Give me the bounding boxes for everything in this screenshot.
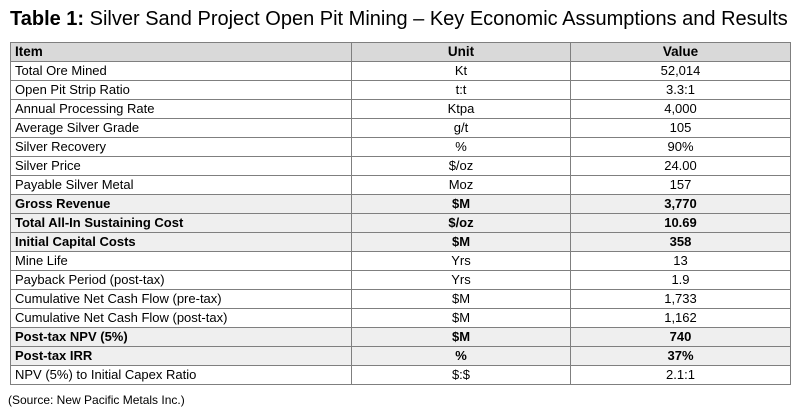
table-row (11, 347, 791, 366)
table-row (11, 195, 791, 214)
table-row (11, 100, 791, 119)
cell-unit: Yrs (352, 271, 571, 290)
table-row (11, 81, 791, 100)
cell-item: Total All-In Sustaining Cost (11, 214, 352, 233)
table-row (11, 252, 791, 271)
cell-unit: g/t (352, 119, 571, 138)
economics-table (10, 42, 791, 385)
cell-unit: Yrs (352, 252, 571, 271)
table-caption: Silver Sand Project Open Pit Mining – Key Economic Assumptions and Results (84, 8, 788, 30)
cell-item: Annual Processing Rate (11, 100, 352, 119)
cell-item: Gross Revenue (11, 195, 352, 214)
cell-unit: % (352, 347, 571, 366)
cell-value: 358 (571, 233, 791, 252)
cell-unit: Kt (352, 62, 571, 81)
cell-item: Initial Capital Costs (11, 233, 352, 252)
cell-item: Post-tax IRR (11, 347, 352, 366)
table-row (11, 62, 791, 81)
cell-unit: $M (352, 309, 571, 328)
cell-value: 157 (571, 176, 791, 195)
cell-unit: Moz (352, 176, 571, 195)
cell-item: Cumulative Net Cash Flow (pre-tax) (11, 290, 352, 309)
table-row (11, 138, 791, 157)
cell-item: NPV (5%) to Initial Capex Ratio (11, 366, 352, 385)
cell-value: 2.1:1 (571, 366, 791, 385)
cell-item: Cumulative Net Cash Flow (post-tax) (11, 309, 352, 328)
table-row (11, 119, 791, 138)
table-row (11, 309, 791, 328)
cell-item: Total Ore Mined (11, 62, 352, 81)
cell-unit: $M (352, 328, 571, 347)
table-row (11, 233, 791, 252)
cell-value: 4,000 (571, 100, 791, 119)
cell-unit: $/oz (352, 157, 571, 176)
cell-value: 13 (571, 252, 791, 271)
table-row (11, 328, 791, 347)
table-row (11, 290, 791, 309)
cell-unit: $M (352, 290, 571, 309)
header-unit: Unit (352, 43, 571, 62)
header-value: Value (571, 43, 791, 62)
table-number: Table 1: (10, 8, 85, 30)
cell-value: 105 (571, 119, 791, 138)
cell-unit: $M (352, 233, 571, 252)
cell-value: 1,733 (571, 290, 791, 309)
cell-item: Silver Recovery (11, 138, 352, 157)
cell-unit: t:t (352, 81, 571, 100)
cell-item: Silver Price (11, 157, 352, 176)
cell-unit: $:$ (352, 366, 571, 385)
cell-value: 1.9 (571, 271, 791, 290)
cell-value: 740 (571, 328, 791, 347)
cell-value: 3.3:1 (571, 81, 791, 100)
cell-value: 52,014 (571, 62, 791, 81)
cell-value: 90% (571, 138, 791, 157)
cell-item: Mine Life (11, 252, 352, 271)
header-item: Item (11, 43, 352, 62)
cell-value: 24.00 (571, 157, 791, 176)
cell-unit: $/oz (352, 214, 571, 233)
cell-value: 10.69 (571, 214, 791, 233)
cell-unit: Ktpa (352, 100, 571, 119)
header-row (11, 43, 791, 62)
table-title (10, 8, 788, 31)
cell-value: 3,770 (571, 195, 791, 214)
cell-item: Payback Period (post-tax) (11, 271, 352, 290)
cell-unit: % (352, 138, 571, 157)
table-row (11, 176, 791, 195)
cell-unit: $M (352, 195, 571, 214)
table-row (11, 366, 791, 385)
table-body (11, 62, 791, 385)
cell-value: 1,162 (571, 309, 791, 328)
table-row (11, 214, 791, 233)
source-note: (Source: New Pacific Metals Inc.) (8, 393, 185, 407)
table-row (11, 157, 791, 176)
cell-item: Open Pit Strip Ratio (11, 81, 352, 100)
cell-value: 37% (571, 347, 791, 366)
cell-item: Post-tax NPV (5%) (11, 328, 352, 347)
table-row (11, 271, 791, 290)
cell-item: Payable Silver Metal (11, 176, 352, 195)
cell-item: Average Silver Grade (11, 119, 352, 138)
